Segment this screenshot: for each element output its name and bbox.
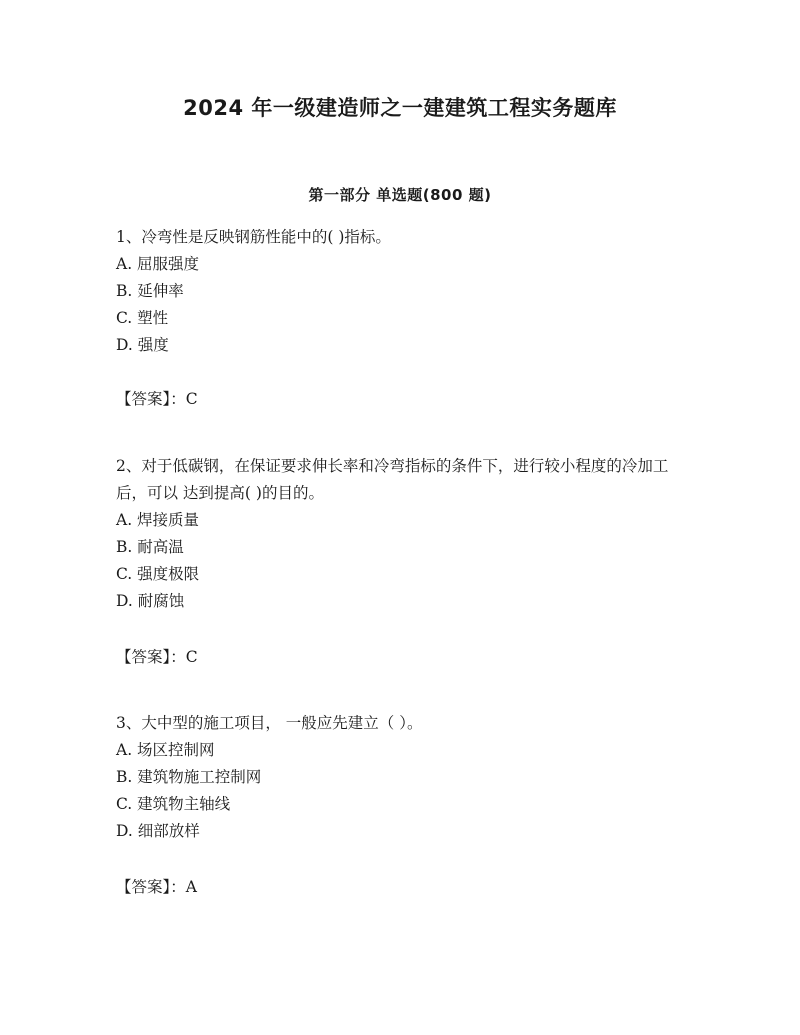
option-a: A. 屈服强度: [116, 255, 200, 273]
answer-3: 【答案】：A: [116, 878, 197, 896]
section-title: 第一部分 单选题(800 题): [308, 186, 492, 204]
question-3: [116, 710, 696, 845]
option-d: D. 强度: [116, 336, 169, 354]
answer-2: 【答案】：C: [116, 648, 198, 666]
document-title: 2024 年一级建造师之一建建筑工程实务题库: [183, 96, 617, 120]
option-c: C. 建筑物主轴线: [116, 795, 231, 813]
option-c: C. 塑性: [116, 309, 169, 327]
option-d: D. 细部放样: [116, 822, 200, 840]
question-1: [116, 224, 696, 359]
option-c: C. 强度极限: [116, 565, 200, 583]
option-b: B. 耐高温: [116, 538, 184, 556]
question-stem: 3、大中型的施工项目， 一般应先建立（ ）。: [116, 714, 423, 732]
option-a: A. 场区控制网: [116, 741, 215, 759]
question-stem: 1、冷弯性是反映钢筋性能中的( )指标。: [116, 228, 391, 246]
question-2: [116, 453, 696, 615]
option-b: B. 建筑物施工控制网: [116, 768, 262, 786]
option-b: B. 延伸率: [116, 282, 184, 300]
option-d: D. 耐腐蚀: [116, 592, 185, 610]
answer-1: 【答案】：C: [116, 390, 198, 408]
option-a: A. 焊接质量: [116, 511, 200, 529]
question-stem: 2、对于低碳钢，在保证要求伸长率和冷弯指标的条件下，进行较小程度的冷加工后，可以 达到提高( )的目的。: [116, 457, 669, 502]
